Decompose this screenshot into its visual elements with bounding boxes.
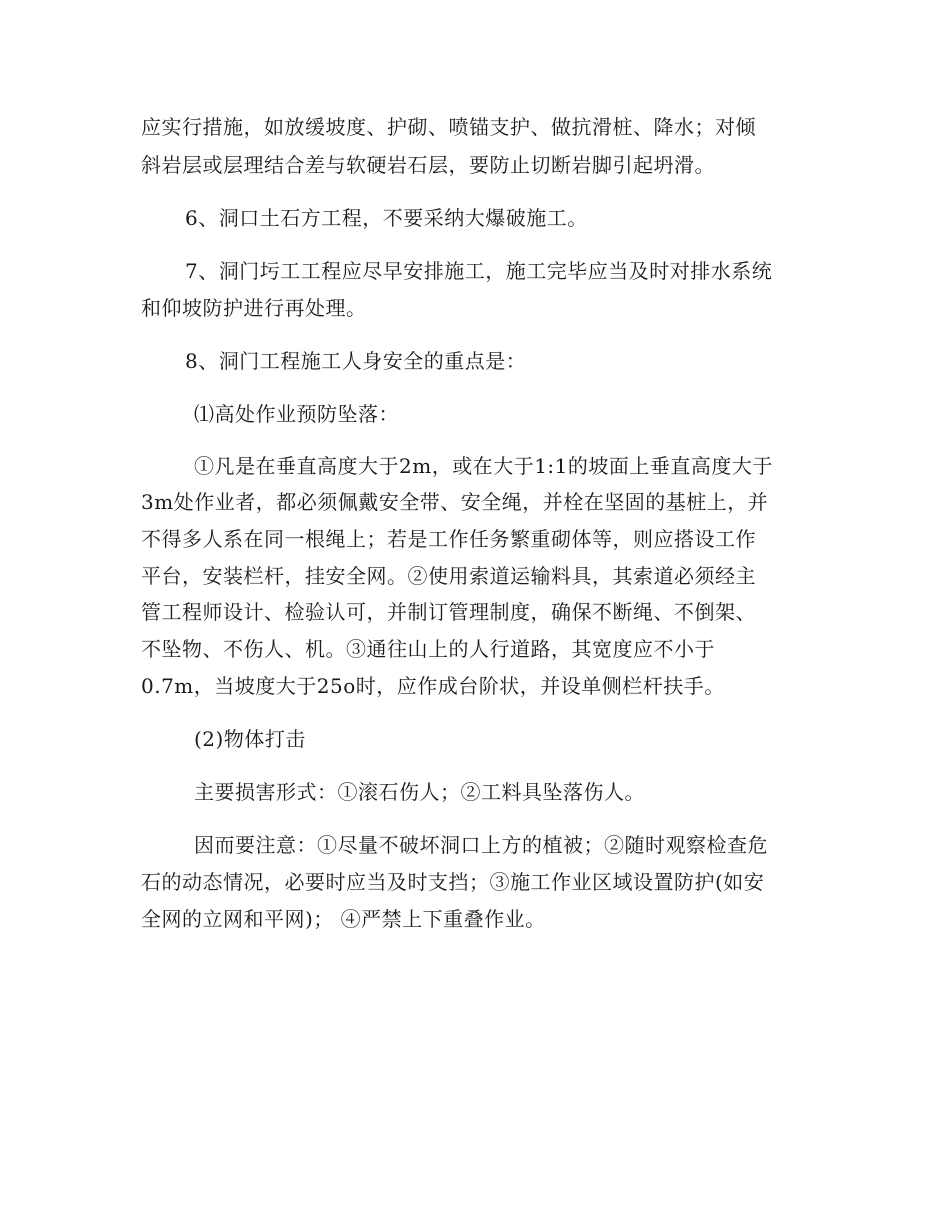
paragraph-line: 应实行措施，如放缓坡度、护砌、喷锚支护、做抗滑桩、降水；对倾 [141,115,756,139]
section-heading: (2)物体打击 [194,727,306,751]
paragraph-line: 管工程师设计、检验认可，并制订管理制度，确保不断绳、不倒架、 [141,600,756,624]
paragraph-line: 斜岩层或层理结合差与软硬岩石层，要防止切断岩脚引起坍滑。 [141,153,715,177]
paragraph-line: 平台，安装栏杆，挂安全网。②使用索道运输料具，其索道必须经主 [141,564,756,588]
paragraph-line: 石的动态情况，必要时应当及时支挡；③施工作业区域设置防护(如安 [141,870,765,894]
paragraph-line: 和仰坡防护进行再处理。 [141,296,367,320]
paragraph-line: 不坠物、不伤人、机。③通往山上的人行道路，其宽度应不小于 [141,637,715,661]
paragraph-line: 主要损害形式：①滚石伤人；②工料具坠落伤人。 [194,780,645,804]
paragraph-line: 8、洞门工程施工人身安全的重点是： [185,349,527,373]
paragraph-line: 全网的立网和平网)； ④严禁上下重叠作业。 [141,907,546,931]
paragraph-line: 3m处作业者，都必须佩戴安全带、安全绳，并栓在坚固的基桩上，并 [141,490,769,514]
paragraph-line: 7、洞门圬工工程应尽早安排施工，施工完毕应当及时对排水系统 [185,259,773,283]
paragraph-line: 不得多人系在同一根绳上；若是工作任务繁重砌体等，则应搭设工作 [141,527,756,551]
paragraph-line: ①凡是在垂直高度大于2m，或在大于1:1的坡面上垂直高度大于 [194,454,773,478]
paragraph-line: 0.7m，当坡度大于25o时，应作成台阶状，并设单侧栏杆扶手。 [141,674,725,698]
paragraph-line: 因而要注意：①尽量不破坏洞口上方的植被；②随时观察检查危 [194,833,768,857]
paragraph-line: 6、洞口土石方工程，不要采纳大爆破施工。 [185,206,588,230]
section-heading: ⑴高处作业预防坠落： [194,402,399,426]
